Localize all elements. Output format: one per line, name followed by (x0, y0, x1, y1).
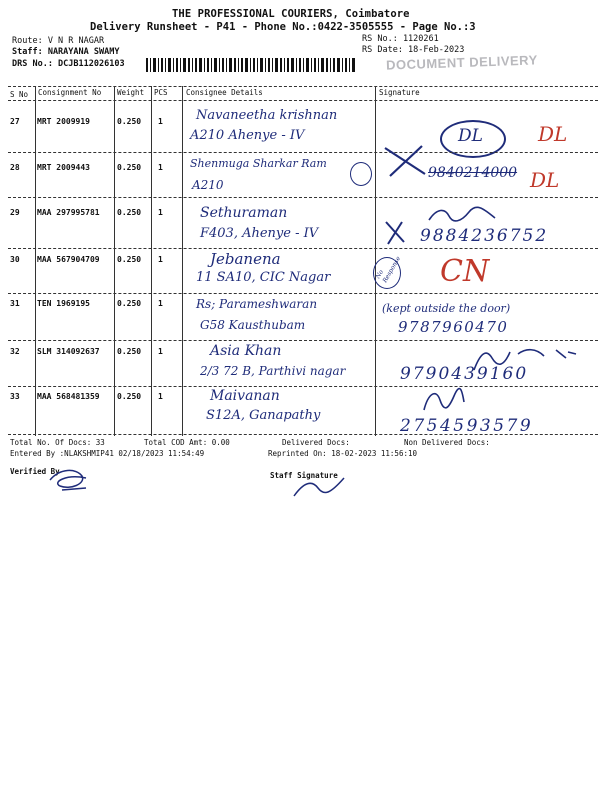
row-consignee-address: A210 (192, 178, 224, 192)
row-signature-note: No Response (374, 255, 403, 285)
signature-scribble (425, 204, 505, 226)
staff-signature-label: Staff Signature (270, 471, 338, 480)
signature-scribble (418, 384, 468, 416)
col-sno: S No (10, 90, 29, 99)
row-pcs: 1 (158, 255, 163, 264)
row-signature: CN (440, 254, 490, 289)
row-weight: 0.250 (117, 299, 142, 308)
row-consignee-name: Asia Khan (210, 343, 282, 359)
reprinted-on: Reprinted On: 18-02-2023 11:56:10 (268, 449, 418, 458)
row-consignment: SLM 314092637 (37, 347, 100, 356)
row-weight: 0.250 (117, 117, 142, 126)
row-divider (8, 340, 598, 341)
staff-label: Staff: NARAYANA SWAMY (12, 47, 120, 57)
col-consignment: Consignment No (38, 88, 102, 97)
row-divider (8, 293, 598, 294)
table-bottom-rule (8, 434, 598, 435)
row-consignee-address: F403, Ahenye - IV (200, 226, 319, 241)
row-consignment: MAA 567904709 (37, 255, 100, 264)
verified-signature (46, 464, 94, 494)
staff-signature (290, 474, 350, 500)
row-consignee-name: Rs; Parameshwaran (196, 297, 318, 311)
row-consignment: MAA 568481359 (37, 392, 100, 401)
row-pcs: 1 (158, 347, 163, 356)
row-sno: 28 (10, 163, 20, 172)
row-pcs: 1 (158, 208, 163, 217)
total-cod: Total COD Amt: 0.00 (144, 438, 230, 447)
row-weight: 0.250 (117, 163, 142, 172)
page-circle-mark (350, 162, 372, 186)
row-consignee-address: A210 Ahenye - IV (190, 128, 305, 143)
row-signature-note: 9840214000 (428, 165, 518, 181)
col-divider (151, 86, 152, 436)
row-consignee-name: Shenmuga Sharkar Ram (190, 157, 327, 170)
barcode (146, 58, 356, 72)
row-divider (8, 152, 598, 153)
row-sno: 32 (10, 347, 20, 356)
delivered-docs: Delivered Docs: (282, 438, 350, 447)
row-consignee-address: 2/3 72 B, Parthivi nagar (200, 364, 346, 378)
row-consignee-name: Jebanena (210, 250, 281, 268)
table-header-rule (8, 100, 598, 101)
row-consignee-name: Sethuraman (200, 205, 288, 221)
row-signature: DL (530, 168, 560, 192)
row-consignment: TEN 1969195 (37, 299, 90, 308)
row-pcs: 1 (158, 299, 163, 308)
row-pcs: 1 (158, 163, 163, 172)
row-sno: 27 (10, 117, 20, 126)
non-delivered-docs: Non Delivered Docs: (404, 438, 490, 447)
runsheet-title: Delivery Runsheet - P41 - Phone No.:0422-3505555 - Page No.:3 (90, 21, 476, 33)
row-consignment: MRT 2009443 (37, 163, 90, 172)
row-pcs: 1 (158, 392, 163, 401)
col-consignee: Consignee Details (186, 88, 263, 97)
table-top-rule (8, 86, 598, 87)
row-signature: 2754593579 (400, 416, 534, 436)
row-weight: 0.250 (117, 255, 142, 264)
row-consignee-name: Maivanan (210, 388, 280, 404)
row-consignee-name: Navaneetha krishnan (196, 108, 338, 123)
row-divider (8, 197, 598, 198)
row-weight: 0.250 (117, 208, 142, 217)
row-sno: 33 (10, 392, 20, 401)
col-divider (182, 86, 183, 436)
rs-date: RS Date: 18-Feb-2023 (362, 45, 465, 55)
row-consignment: MAA 297995781 (37, 208, 100, 217)
row-divider (8, 386, 598, 387)
col-pcs: PCS (154, 88, 168, 97)
row-divider (8, 248, 598, 249)
col-divider (35, 86, 36, 436)
row-weight: 0.250 (117, 347, 142, 356)
row-sno: 29 (10, 208, 20, 217)
document-delivery-stamp: DOCUMENT DELIVERY (385, 52, 538, 73)
row-consignee-address: G58 Kausthubam (200, 318, 306, 332)
row-signature-note: (kept outside the door) (382, 302, 511, 315)
x-mark (380, 218, 410, 246)
entered-by: Entered By :NLAKSHMIP41 02/18/2023 11:54:49 (10, 449, 205, 458)
row-consignee-address: S12A, Ganapathy (206, 408, 321, 423)
row-weight: 0.250 (117, 392, 142, 401)
rs-number: RS No.: 1120261 (362, 34, 439, 44)
col-divider (114, 86, 115, 436)
cross-mark (380, 140, 430, 180)
row-sno: 31 (10, 299, 20, 308)
row-signature: 9790439160 (400, 364, 529, 384)
row-sno: 30 (10, 255, 20, 264)
row-signature: 9787960470 (398, 318, 509, 336)
company-title: THE PROFESSIONAL COURIERS, Coimbatore (172, 8, 410, 20)
row-signature: DL (458, 126, 483, 146)
total-docs: Total No. Of Docs: 33 (10, 438, 105, 447)
row-consignee-address: 11 SA10, CIC Nagar (196, 270, 331, 285)
col-weight: Weight (117, 88, 145, 97)
row-pcs: 1 (158, 117, 163, 126)
row-signature-note: DL (538, 122, 568, 146)
col-signature: Signature (379, 88, 420, 97)
row-consignment: MRT 2009919 (37, 117, 90, 126)
row-signature: 9884236752 (420, 226, 549, 246)
verified-by-label: Verified By (10, 467, 60, 476)
drs-number: DRS No.: DCJB112026103 (12, 59, 125, 69)
route-label: Route: V N R NAGAR (12, 36, 105, 46)
